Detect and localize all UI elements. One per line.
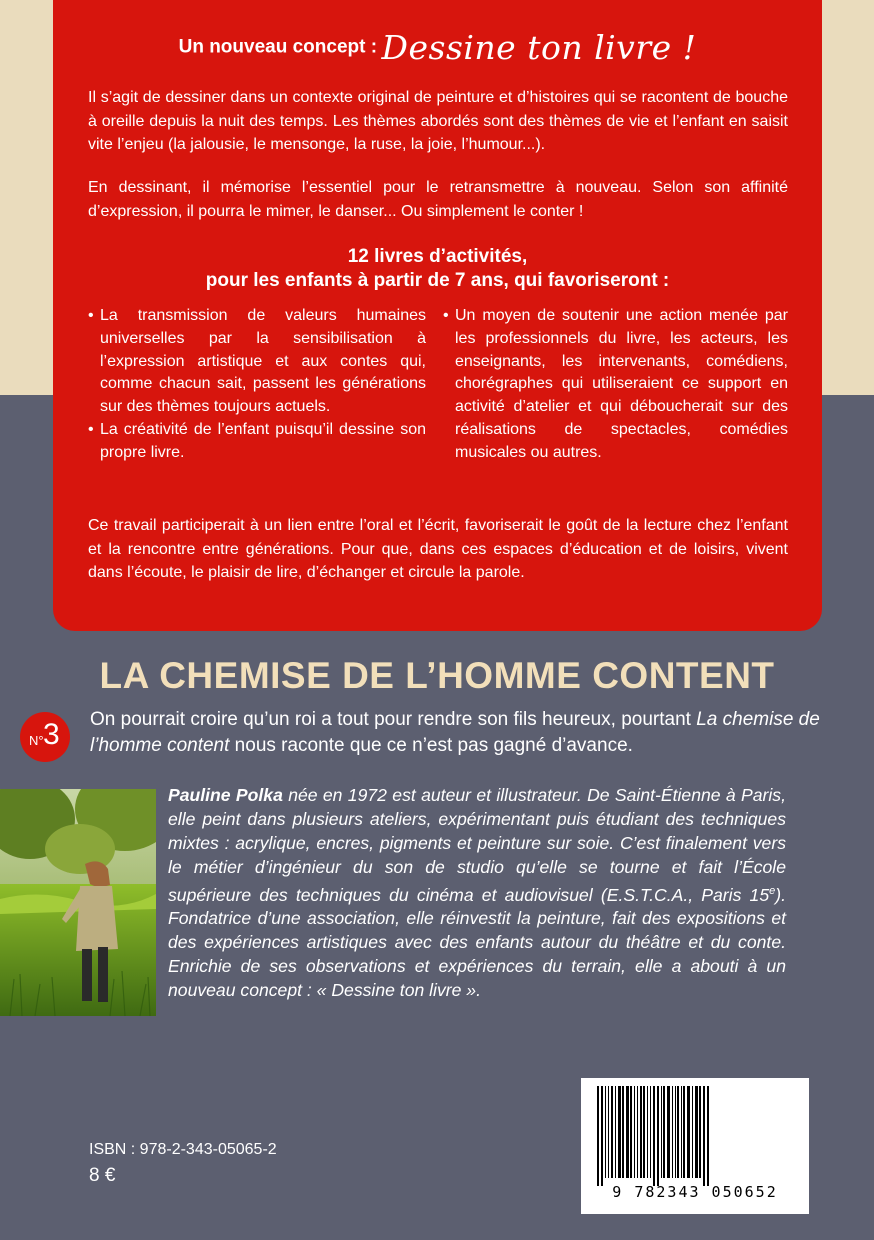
bullet-item: • Un moyen de soutenir une action menée par les professionnels du livre, les acteurs, les enseignants, les intervenants, comédiens, chorégraphes qui utiliseraient ce support en activité d’atelier et qui déboucherait sur des réalisations de spectacles, comédies musicales ou autres. [443, 305, 788, 465]
barcode-bar [707, 1086, 709, 1186]
concept-lead: Un nouveau concept : [178, 36, 378, 58]
intro-paragraph: Il s’agit de dessiner dans un contexte original de peinture et d’histoires qui se racontent de bouche à oreille depuis la nuit des temps. Les thèmes abordés sont des thèmes de vie et l’enfant en saisit vite l’enjeu (la jalousie, le mensonge, la ruse, la joie, l’humour...). [88, 89, 788, 153]
author-bio-superscript: e [769, 884, 776, 897]
barcode-number: 9 782343 050652 [612, 1183, 778, 1201]
barcode-bar [650, 1086, 651, 1178]
concept-title [53, 28, 822, 67]
activities-heading-line1: 12 livres d’activités, [347, 246, 528, 267]
bullets-left [88, 305, 426, 465]
summary-start: On pourrait croire qu’un roi a tout pour rendre son fils heureux, pourtant [90, 709, 697, 730]
barcode-bar [699, 1086, 701, 1178]
author-bio-part1: née en 1972 est auteur et illustrateur. De Saint-Étienne à Paris, elle peint dans plusieurs ateliers, expérimentant puis étudiant des techniques mixtes : acrylique, encres, pigments et peinture sur soie. C’est finalement vers le métier d’ingénieur du son de studio qu’elle se tourne et fait l’École supérieure des techniques du cinéma et audiovisuel (E.S.T.C.A., Paris 15 [168, 785, 786, 905]
barcode-bar [657, 1086, 659, 1186]
activities-heading-line2: pour les enfants à partir de 7 ans, qui favoriseront : [205, 270, 670, 291]
book-summary [90, 707, 850, 759]
bullet-item: • La transmission de valeurs humaines universelles par la sensibilisation à l’expression artistique et aux contes qui, comme chacun sait, passent les générations sur des thèmes toujours actuels. [88, 305, 426, 419]
barcode-bar [661, 1086, 662, 1178]
book-title: LA CHEMISE DE L’HOMME CONTENT [99, 655, 775, 696]
barcode-bars [581, 1078, 809, 1188]
barcode-bar [647, 1086, 648, 1178]
summary-book-title: La chemise de l’homme content [90, 709, 820, 756]
barcode [581, 1078, 809, 1214]
isbn: ISBN : 978-2-343-05065-2 [89, 1141, 277, 1158]
volume-number-prefix: N° [29, 733, 44, 748]
barcode-bar [692, 1086, 693, 1178]
barcode-bar [667, 1086, 670, 1178]
volume-number-badge [20, 712, 70, 762]
activities-heading [53, 245, 822, 293]
concept-panel [53, 0, 822, 631]
barcode-bar [605, 1086, 606, 1178]
barcode-bar [615, 1086, 616, 1178]
barcode-bar [695, 1086, 698, 1178]
barcode-bar [687, 1086, 690, 1178]
author-bio-part2: ). Fondatrice d’une association, elle réinvestit la peinture, fait des expositions et des expériences artistiques avec des enfants autour du théâtre et du conte. Enrichie de ses observations et expériences du terrain, elle a abouti à un nouveau concept : « Dessine ton livre ». [168, 884, 786, 1001]
barcode-bar [672, 1086, 673, 1178]
bullet-item: • La créativité de l’enfant puisqu’il dessine son propre livre. [88, 419, 426, 465]
barcode-bar [663, 1086, 665, 1178]
barcode-bar [626, 1086, 629, 1178]
barcode-bar [597, 1086, 599, 1186]
summary-end: nous raconte que ce n’est pas gagné d’avance. [229, 735, 633, 756]
barcode-bar [675, 1086, 676, 1178]
barcode-bar [608, 1086, 609, 1178]
barcode-bar [683, 1086, 685, 1178]
barcode-bar [637, 1086, 638, 1178]
barcode-bar [618, 1086, 621, 1178]
barcode-bar [634, 1086, 635, 1178]
price: 8 € [89, 1165, 116, 1186]
barcode-bar [622, 1086, 624, 1178]
bullets-right [443, 305, 788, 465]
barcode-bar [601, 1086, 603, 1186]
concept-name: Dessine ton livre ! [381, 28, 697, 67]
barcode-bar [653, 1086, 655, 1186]
barcode-bar [643, 1086, 645, 1178]
barcode-bar [703, 1086, 705, 1186]
author-photo [0, 789, 156, 1016]
barcode-bar [630, 1086, 632, 1178]
volume-number: 3 [43, 718, 60, 751]
barcode-bar [640, 1086, 642, 1178]
author-bio [168, 784, 786, 1003]
closing-paragraph: Ce travail participerait à un lien entre l’oral et l’écrit, favoriserait le goût de la lecture chez l’enfant et la rencontre entre générations. Pour que, dans ces espaces d’éducation et de loisirs, vivent dans l’écoute, le plaisir de lire, d’échanger et circule la parole. [88, 517, 788, 581]
author-name: Pauline Polka [168, 785, 283, 805]
barcode-bar [681, 1086, 682, 1178]
intro-paragraph-2: En dessinant, il mémorise l’essentiel pour le retransmettre à nouveau. Selon son affinité d’expression, il pourra le mimer, le danser... Ou simplement le conter ! [88, 179, 788, 220]
barcode-bar [611, 1086, 613, 1178]
barcode-bar [677, 1086, 679, 1178]
author-photo-illustration [0, 789, 156, 1016]
